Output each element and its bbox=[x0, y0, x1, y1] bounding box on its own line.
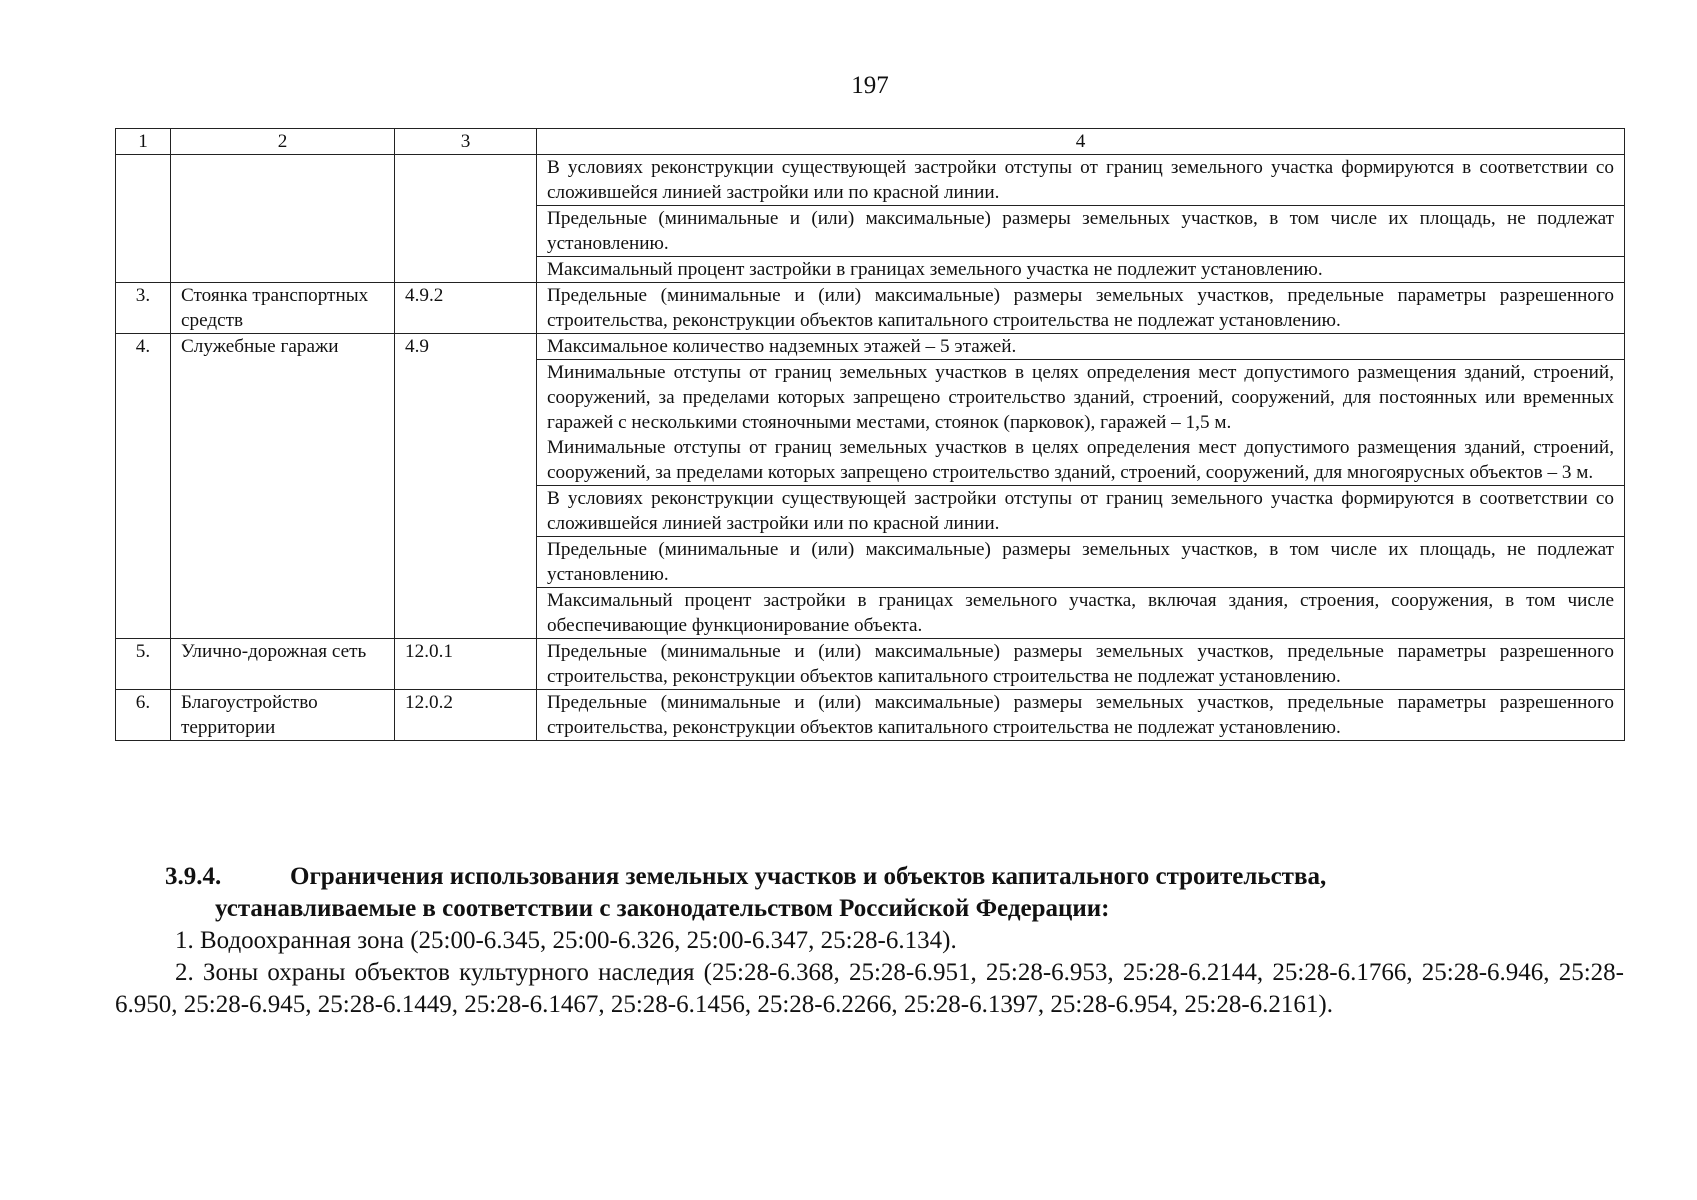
parameter-cell: Максимальный процент застройки в границах земельного участка не подлежит установлению. bbox=[537, 257, 1625, 283]
parameter-cell: Предельные (минимальные и (или) максимальные) размеры земельных участков, предельные параметры разрешенного строительства, реконструкции объектов капитального строительства не подлежат установлению. bbox=[537, 639, 1625, 690]
use-code-cell: 4.9 bbox=[395, 334, 537, 639]
zoning-regulations-table bbox=[115, 128, 1625, 741]
parameter-cell: В условиях реконструкции существующей застройки отступы от границ земельного участка формируются в соответствии со сложившейся линией застройки или по красной линии. bbox=[537, 155, 1625, 206]
column-header: 2 bbox=[171, 129, 395, 155]
section-heading bbox=[115, 861, 1624, 925]
restriction-item: 1. Водоохранная зона (25:00-6.345, 25:00-6.326, 25:00-6.347, 25:28-6.134). bbox=[175, 927, 957, 954]
parameter-cell: В условиях реконструкции существующей застройки отступы от границ земельного участка формируются в соответствии со сложившейся линией застройки или по красной линии. bbox=[537, 486, 1625, 537]
row-number-cell: 5. bbox=[116, 639, 171, 690]
parameter-cell: Предельные (минимальные и (или) максимальные) размеры земельных участков, в том числе их площадь, не подлежат установлению. bbox=[537, 537, 1625, 588]
section-number: 3.9.4. bbox=[165, 863, 222, 890]
table-row bbox=[116, 690, 1625, 741]
table-row bbox=[116, 334, 1625, 360]
parameter-cell: Предельные (минимальные и (или) максимальные) размеры земельных участков, предельные параметры разрешенного строительства, реконструкции объектов капитального строительства не подлежат установлению. bbox=[537, 283, 1625, 334]
use-code-cell: 12.0.2 bbox=[395, 690, 537, 741]
use-code-cell: 4.9.2 bbox=[395, 283, 537, 334]
use-name-cell: Благоустройство территории bbox=[171, 690, 395, 741]
row-number-cell: 4. bbox=[116, 334, 171, 639]
table-row bbox=[116, 155, 1625, 206]
row-number-cell: 6. bbox=[116, 690, 171, 741]
table-row bbox=[116, 639, 1625, 690]
section-title-line2: устанавливаемые в соответствии с законодательством Российской Федерации: bbox=[215, 895, 1110, 922]
use-code-cell bbox=[395, 155, 537, 283]
use-code-cell: 12.0.1 bbox=[395, 639, 537, 690]
row-number-cell: 3. bbox=[116, 283, 171, 334]
parameter-cell bbox=[537, 360, 1625, 486]
column-header: 4 bbox=[537, 129, 1625, 155]
setback-text-2: Минимальные отступы от границ земельных участков в целях определения мест допустимого размещения зданий, строений, сооружений, за пределами которых запрещено строительство зданий, строений, сооружений, для многоярусных объектов – 3 м. bbox=[547, 437, 1614, 483]
use-name-cell bbox=[171, 155, 395, 283]
column-header: 3 bbox=[395, 129, 537, 155]
setback-text-1: Минимальные отступы от границ земельных участков в целях определения мест допустимого размещения зданий, строений, сооружений, за пределами которых запрещено строительство зданий, строений, сооружений, для постоянных или временных гаражей с несколькими стояночными местами, стоянок (парковок), гаражей – 1,5 м. bbox=[547, 362, 1614, 433]
parameter-cell: Максимальный процент застройки в границах земельного участка, включая здания, строения, сооружения, в том числе обеспечивающие функционирование объекта. bbox=[537, 588, 1625, 639]
restriction-item: 2. Зоны охраны объектов культурного наследия (25:28-6.368, 25:28-6.951, 25:28-6.953, 25:28-6.2144, 25:28-6.1766, 25:28-6.946, 25:28-6.950, 25:28-6.945, 25:28-6.1449, 25:28-6.1467, 25:28-6.1456, 25:28-6.2266, 25:28-6.1397, 25:28-6.954, 25:28-6.2161). bbox=[115, 959, 1624, 1018]
table-header-row bbox=[116, 129, 1625, 155]
column-header: 1 bbox=[116, 129, 171, 155]
parameter-cell: Предельные (минимальные и (или) максимальные) размеры земельных участков, в том числе их площадь, не подлежат установлению. bbox=[537, 206, 1625, 257]
page-number: 197 bbox=[851, 72, 889, 99]
use-name-cell: Стоянка транспортных средств bbox=[171, 283, 395, 334]
table-row bbox=[116, 283, 1625, 334]
use-name-cell: Служебные гаражи bbox=[171, 334, 395, 639]
section-title-line1: Ограничения использования земельных участков и объектов капитального строительства, bbox=[290, 863, 1327, 890]
use-name-cell: Улично-дорожная сеть bbox=[171, 639, 395, 690]
restrictions-section bbox=[115, 861, 1624, 1021]
row-number-cell bbox=[116, 155, 171, 283]
parameter-cell: Предельные (минимальные и (или) максимальные) размеры земельных участков, предельные параметры разрешенного строительства, реконструкции объектов капитального строительства не подлежат установлению. bbox=[537, 690, 1625, 741]
parameter-cell: Максимальное количество надземных этажей – 5 этажей. bbox=[537, 334, 1625, 360]
